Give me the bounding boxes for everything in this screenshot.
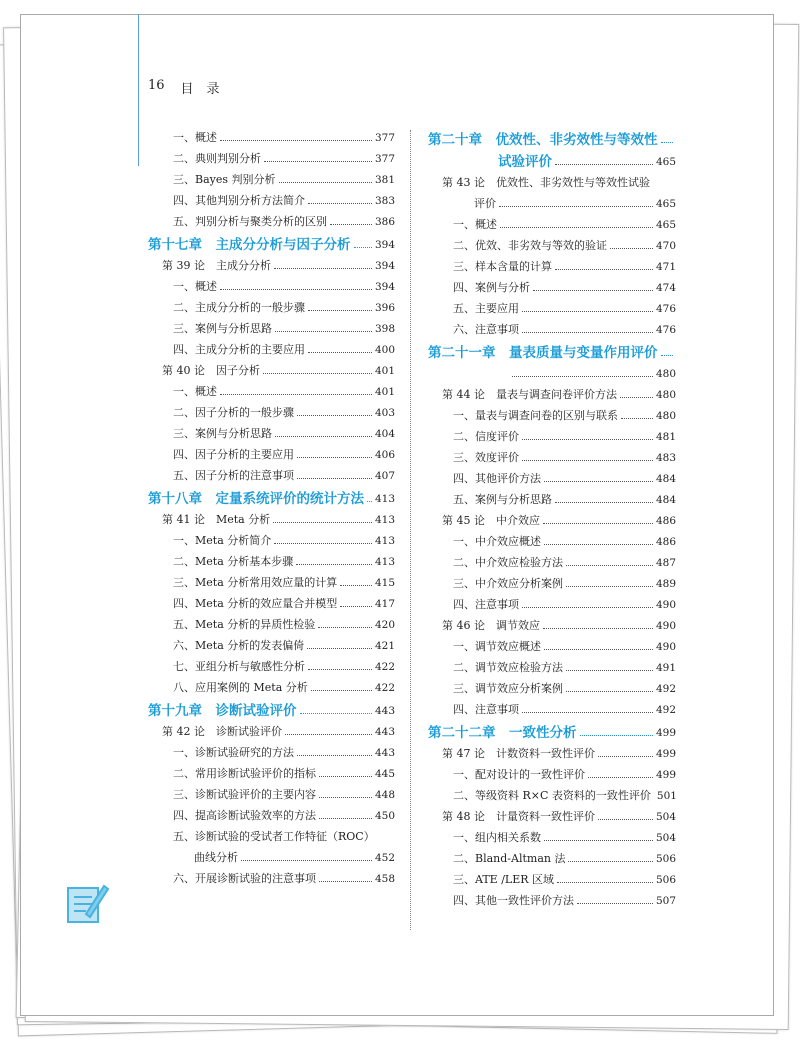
lecture-entry — [148, 252, 395, 273]
dot-leader — [308, 352, 372, 353]
entry-title: 一、概述 — [173, 280, 217, 293]
section-entry — [148, 166, 395, 187]
entry-title: 八、应用案例的 Meta 分析 — [173, 681, 308, 694]
section-entry — [148, 145, 395, 166]
lecture-entry — [428, 612, 676, 633]
entry-title: 三、案例与分析思路 — [173, 427, 272, 440]
section-entry — [428, 211, 676, 232]
entry-title: 四、其他评价方法 — [453, 472, 541, 485]
entry-page-number: 404 — [374, 428, 395, 440]
entry-title: 三、Bayes 判别分析 — [173, 173, 276, 186]
dot-leader — [555, 269, 653, 270]
dot-leader — [311, 690, 372, 691]
dot-leader — [318, 627, 372, 628]
section-entry — [148, 420, 395, 441]
entry-page-number: 471 — [655, 261, 676, 273]
section-entry — [428, 866, 676, 887]
entry-title: 一、量表与调查问卷的区别与联系 — [453, 409, 618, 422]
entry-page-number: 417 — [374, 598, 395, 610]
dot-leader — [566, 586, 653, 587]
entry-title: 二、调节效应检验方法 — [453, 661, 563, 674]
entry-title: 第二十二章 一致性分析 — [428, 725, 577, 741]
dot-leader — [274, 268, 372, 269]
entry-title: 六、开展诊断试验的注意事项 — [173, 872, 316, 885]
section-entry — [428, 444, 676, 465]
entry-page-number: 413 — [374, 535, 395, 547]
dot-leader — [308, 669, 372, 670]
chapter-heading-continued — [428, 147, 676, 169]
chapter-heading — [428, 124, 676, 147]
entry-page-number: 501 — [656, 790, 677, 802]
entry-page-number: 381 — [374, 174, 395, 186]
entry-title: 三、ATE /LER 区域 — [453, 873, 555, 886]
entry-page-number: 443 — [374, 705, 395, 717]
chapter-heading — [148, 695, 395, 718]
dot-leader — [300, 713, 372, 714]
dot-leader — [319, 797, 372, 798]
dot-leader — [543, 628, 653, 629]
entry-page-number: 413 — [374, 556, 395, 568]
entry-page-number: 413 — [374, 493, 395, 505]
entry-page-number: 492 — [655, 683, 676, 695]
entry-page-number: 407 — [374, 470, 395, 482]
section-entry — [148, 611, 395, 632]
entry-title: 第 45 论 中介效应 — [442, 514, 540, 527]
dot-leader — [661, 355, 674, 356]
entry-title: 五、案例与分析思路 — [453, 493, 552, 506]
section-entry — [428, 316, 676, 337]
section-entry — [428, 402, 676, 423]
entry-page-number: 465 — [655, 156, 676, 168]
entry-title: 二、Bland-Altman 法 — [453, 852, 566, 865]
entry-page-number: 465 — [655, 198, 676, 210]
entry-title: 一、配对设计的一致性评价 — [453, 768, 585, 781]
section-entry — [148, 336, 395, 357]
section-entry — [148, 399, 395, 420]
entry-title: 六、注意事项 — [453, 323, 519, 336]
entry-title: 二、典则判别分析 — [173, 152, 261, 165]
section-entry — [148, 653, 395, 674]
entry-page-number: 492 — [655, 704, 676, 716]
dot-leader — [319, 881, 372, 882]
dot-leader — [319, 776, 372, 777]
entry-title: 第 44 论 量表与调查问卷评价方法 — [442, 388, 617, 401]
section-entry — [428, 782, 676, 803]
entry-page-number: 476 — [655, 303, 676, 315]
section-entry — [428, 486, 676, 507]
lecture-entry — [428, 169, 676, 190]
entry-title: 曲线分析 — [194, 851, 238, 864]
dot-leader — [297, 457, 372, 458]
entry-title: 一、组内相关系数 — [453, 831, 541, 844]
entry-title: 四、其他一致性评价方法 — [453, 894, 574, 907]
entry-title: 一、概述 — [453, 218, 497, 231]
entry-page-number: 420 — [374, 619, 395, 631]
section-entry — [148, 462, 395, 483]
entry-title: 三、中介效应分析案例 — [453, 577, 563, 590]
lecture-entry-continued — [428, 190, 676, 211]
entry-page-number: 394 — [374, 281, 395, 293]
entry-page-number: 484 — [655, 473, 676, 485]
dot-leader — [297, 755, 372, 756]
entry-title: 一、Meta 分析简介 — [173, 534, 272, 547]
entry-page-number: 490 — [655, 620, 676, 632]
entry-title: 五、因子分析的注意事项 — [173, 469, 294, 482]
entry-page-number: 450 — [374, 810, 395, 822]
entry-page-number: 401 — [374, 386, 395, 398]
section-entry — [148, 823, 395, 844]
section-entry — [148, 208, 395, 229]
dot-leader — [307, 648, 372, 649]
lecture-entry — [148, 506, 395, 527]
entry-title: 五、判别分析与聚类分析的区别 — [173, 215, 327, 228]
entry-page-number: 445 — [374, 768, 395, 780]
section-entry — [148, 760, 395, 781]
entry-title: 第 40 论 因子分析 — [162, 364, 260, 377]
entry-page-number: 483 — [655, 452, 676, 464]
entry-page-number: 422 — [374, 682, 395, 694]
chapter-heading — [148, 229, 395, 252]
entry-title: 四、因子分析的主要应用 — [173, 448, 294, 461]
entry-title: 第 48 论 计量资料一致性评价 — [442, 810, 595, 823]
entry-title: 三、效度评价 — [453, 451, 519, 464]
entry-page-number: 398 — [374, 323, 395, 335]
dot-leader — [620, 397, 653, 398]
entry-page-number: 458 — [374, 873, 395, 885]
dot-leader — [308, 203, 372, 204]
section-entry — [148, 590, 395, 611]
entry-title: 试验评价 — [498, 154, 552, 170]
entry-page-number: 499 — [655, 748, 676, 760]
entry-page-number: 421 — [374, 640, 395, 652]
entry-title: 四、Meta 分析的效应量合并模型 — [173, 597, 338, 610]
dot-leader — [263, 373, 372, 374]
entry-title: 四、其他判别分析方法简介 — [173, 194, 305, 207]
entry-page-number: 484 — [655, 494, 676, 506]
dot-leader — [319, 818, 372, 819]
chapter-heading — [428, 337, 676, 360]
section-entry — [428, 887, 676, 908]
entry-title: 第 41 论 Meta 分析 — [162, 513, 271, 526]
dot-leader — [661, 142, 674, 143]
entry-page-number: 422 — [374, 661, 395, 673]
entry-page-number: 396 — [374, 302, 395, 314]
section-entry — [148, 315, 395, 336]
page-title: 目 录 — [180, 82, 220, 97]
lecture-entry — [428, 381, 676, 402]
section-entry — [428, 761, 676, 782]
section-entry — [428, 423, 676, 444]
entry-page-number: 415 — [374, 577, 395, 589]
entry-page-number: 480 — [655, 410, 676, 422]
entry-page-number: 465 — [655, 219, 676, 231]
page-number: 16 — [148, 78, 165, 93]
toc-right-column — [428, 124, 676, 908]
entry-page-number: 383 — [374, 195, 395, 207]
entry-title: 三、样本含量的计算 — [453, 260, 552, 273]
dot-leader — [297, 478, 372, 479]
entry-title: 一、调节效应概述 — [453, 640, 541, 653]
dot-leader — [279, 182, 372, 183]
entry-title: 第二十章 优效性、非劣效性与等效性 — [428, 132, 658, 148]
dot-leader — [340, 585, 372, 586]
section-entry — [428, 549, 676, 570]
entry-title: 第十七章 主成分分析与因子分析 — [148, 237, 351, 253]
entry-title: 二、因子分析的一般步骤 — [173, 406, 294, 419]
dot-leader — [522, 311, 653, 312]
entry-page-number: 448 — [374, 789, 395, 801]
section-entry — [428, 253, 676, 274]
section-entry — [428, 232, 676, 253]
dot-leader — [308, 310, 372, 311]
section-entry — [428, 591, 676, 612]
section-entry — [428, 696, 676, 717]
dot-leader — [598, 756, 653, 757]
entry-title: 第十八章 定量系统评价的统计方法 — [148, 491, 364, 507]
dot-leader — [543, 523, 653, 524]
entry-title: 五、Meta 分析的异质性检验 — [173, 618, 316, 631]
entry-page-number: 486 — [655, 515, 676, 527]
lecture-entry — [428, 507, 676, 528]
dot-leader — [568, 861, 652, 862]
entry-title: 四、注意事项 — [453, 598, 519, 611]
entry-page-number: 474 — [655, 282, 676, 294]
dot-leader — [522, 332, 653, 333]
section-entry — [148, 548, 395, 569]
dot-leader — [340, 606, 372, 607]
section-entry — [428, 633, 676, 654]
dot-leader — [274, 543, 372, 544]
entry-title: 二、常用诊断试验评价的指标 — [173, 767, 316, 780]
section-entry — [148, 124, 395, 145]
dot-leader — [580, 735, 653, 736]
dot-leader — [544, 840, 653, 841]
entry-page-number: 499 — [655, 727, 676, 739]
entry-page-number: 394 — [374, 239, 395, 251]
dot-leader — [220, 394, 372, 395]
dot-leader — [297, 415, 372, 416]
dot-leader — [522, 607, 653, 608]
column-divider — [410, 130, 411, 930]
entry-page-number: 400 — [374, 344, 395, 356]
dot-leader — [533, 290, 653, 291]
entry-page-number: 504 — [655, 832, 676, 844]
entry-page-number: 377 — [374, 153, 395, 165]
entry-page-number: 499 — [655, 769, 676, 781]
dot-leader — [555, 164, 653, 165]
section-entry — [148, 441, 395, 462]
lecture-entry — [148, 357, 395, 378]
dot-leader — [285, 734, 372, 735]
section-entry — [148, 802, 395, 823]
dot-leader — [296, 564, 372, 565]
entry-title: 一、概述 — [173, 131, 217, 144]
leader-line — [428, 360, 676, 381]
dot-leader — [544, 544, 653, 545]
entry-page-number: 443 — [374, 726, 395, 738]
dot-leader — [566, 670, 653, 671]
entry-page-number: 443 — [374, 747, 395, 759]
section-entry — [148, 739, 395, 760]
entry-title: 第 46 论 调节效应 — [442, 619, 540, 632]
entry-title: 评价 — [474, 197, 496, 210]
section-entry — [148, 865, 395, 886]
dot-leader — [264, 161, 372, 162]
dot-leader — [544, 481, 653, 482]
dot-leader — [500, 227, 653, 228]
entry-title: 五、诊断试验的受试者工作特征（ROC） — [173, 830, 375, 843]
dot-leader — [275, 331, 372, 332]
entry-title: 七、亚组分析与敏感性分析 — [173, 660, 305, 673]
dot-leader — [522, 460, 653, 461]
entry-title: 一、诊断试验研究的方法 — [173, 746, 294, 759]
entry-title: 二、优效、非劣效与等效的验证 — [453, 239, 607, 252]
entry-title: 三、Meta 分析常用效应量的计算 — [173, 576, 338, 589]
lecture-entry — [428, 803, 676, 824]
section-entry — [428, 570, 676, 591]
entry-title: 三、诊断试验评价的主要内容 — [173, 788, 316, 801]
dot-leader — [610, 248, 653, 249]
entry-title: 一、概述 — [173, 385, 217, 398]
entry-page-number: 490 — [655, 641, 676, 653]
entry-title: 第 43 论 优效性、非劣效性与等效性试验 — [442, 176, 650, 189]
entry-page-number: 489 — [655, 578, 676, 590]
entry-page-number: 401 — [374, 365, 395, 377]
dot-leader — [220, 289, 372, 290]
dot-leader — [621, 418, 653, 419]
entry-page-number: 406 — [374, 449, 395, 461]
section-entry — [148, 674, 395, 695]
entry-title: 二、信度评价 — [453, 430, 519, 443]
dot-leader — [522, 439, 653, 440]
section-entry — [148, 187, 395, 208]
section-entry — [148, 294, 395, 315]
entry-page-number: 403 — [374, 407, 395, 419]
entry-title: 一、中介效应概述 — [453, 535, 541, 548]
entry-page-number: 386 — [374, 216, 395, 228]
section-entry-continued — [148, 844, 395, 865]
lecture-entry — [428, 740, 676, 761]
entry-page-number: 476 — [655, 324, 676, 336]
dot-leader — [566, 565, 653, 566]
entry-page-number: 481 — [655, 431, 676, 443]
lecture-entry — [148, 718, 395, 739]
entry-title: 二、等级资料 R×C 表资料的一致性评价 — [453, 789, 651, 802]
chapter-heading — [428, 717, 676, 740]
entry-title: 第二十一章 量表质量与变量作用评价 — [428, 345, 658, 361]
section-entry — [148, 632, 395, 653]
entry-title: 四、主成分分析的主要应用 — [173, 343, 305, 356]
entry-page-number: 490 — [655, 599, 676, 611]
dot-leader — [555, 502, 653, 503]
entry-title: 第 39 论 主成分分析 — [162, 259, 271, 272]
section-entry — [148, 527, 395, 548]
section-entry — [428, 465, 676, 486]
entry-title: 四、提高诊断试验效率的方法 — [173, 809, 316, 822]
section-entry — [148, 781, 395, 802]
dot-leader — [512, 376, 653, 377]
section-entry — [148, 273, 395, 294]
dot-leader — [566, 691, 653, 692]
dot-leader — [275, 436, 372, 437]
entry-title: 五、主要应用 — [453, 302, 519, 315]
section-entry — [428, 845, 676, 866]
entry-title: 六、Meta 分析的发表偏倚 — [173, 639, 305, 652]
entry-title: 第 47 论 计数资料一致性评价 — [442, 747, 595, 760]
header-rule — [138, 14, 139, 166]
entry-page-number: 507 — [655, 895, 676, 907]
dot-leader — [544, 649, 653, 650]
section-entry — [148, 378, 395, 399]
section-entry — [148, 569, 395, 590]
dot-leader — [499, 206, 653, 207]
entry-page-number: 491 — [655, 662, 676, 674]
section-entry — [428, 274, 676, 295]
entry-title: 二、Meta 分析基本步骤 — [173, 555, 294, 568]
entry-title: 三、调节效应分析案例 — [453, 682, 563, 695]
entry-page-number: 377 — [374, 132, 395, 144]
dot-leader — [367, 501, 372, 502]
entry-page-number: 413 — [374, 514, 395, 526]
entry-page-number: 470 — [655, 240, 676, 252]
section-entry — [428, 654, 676, 675]
entry-title: 第 42 论 诊断试验评价 — [162, 725, 282, 738]
dot-leader — [522, 712, 653, 713]
dot-leader — [557, 882, 653, 883]
dot-leader — [330, 224, 372, 225]
entry-page-number: 480 — [655, 389, 676, 401]
dot-leader — [273, 522, 372, 523]
entry-title: 二、中介效应检验方法 — [453, 556, 563, 569]
section-entry — [428, 675, 676, 696]
entry-page-number: 487 — [655, 557, 676, 569]
entry-page-number: 506 — [655, 874, 676, 886]
entry-title: 第十九章 诊断试验评价 — [148, 703, 297, 719]
section-entry — [428, 295, 676, 316]
entry-page-number: 452 — [374, 852, 395, 864]
entry-title: 四、案例与分析 — [453, 281, 530, 294]
entry-title: 三、案例与分析思路 — [173, 322, 272, 335]
dot-leader — [598, 819, 653, 820]
notebook-pencil-icon — [64, 880, 110, 926]
chapter-heading — [148, 483, 395, 506]
dot-leader — [241, 860, 372, 861]
section-entry — [428, 528, 676, 549]
entry-page-number: 506 — [655, 853, 676, 865]
entry-title: 四、注意事项 — [453, 703, 519, 716]
section-entry — [428, 824, 676, 845]
dot-leader — [220, 140, 372, 141]
entry-page-number: 480 — [655, 368, 676, 380]
page-header — [148, 78, 220, 97]
dot-leader — [354, 247, 372, 248]
entry-title: 二、主成分分析的一般步骤 — [173, 301, 305, 314]
entry-page-number: 486 — [655, 536, 676, 548]
entry-page-number: 504 — [655, 811, 676, 823]
entry-page-number: 394 — [374, 260, 395, 272]
dot-leader — [588, 777, 653, 778]
dot-leader — [577, 903, 653, 904]
toc-left-column — [148, 124, 395, 886]
